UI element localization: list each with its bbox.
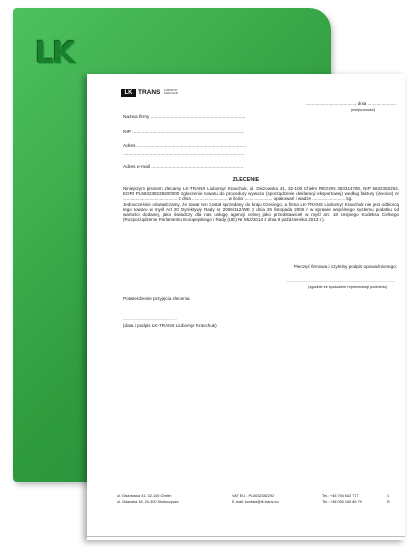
footer-vat: VAT EU - PL5632382292 <box>232 494 275 498</box>
footer-page-mark-2: R <box>387 500 390 504</box>
lk-logo-mark: LK <box>121 89 136 97</box>
order-paragraph-1: Niniejszym pismem zlecamy LK-TRANS Liubomyr Kravchuk, ul. Diszowska 41, 32-100 Chełm REGON 363314780, NIP 5632382292, EORI PL563238229200000 zgłoszenie towaru do procedury wywozu (sporządzenie deklaracji eksportowej) według faktury (invoice) nr ........................................... z dnia ............................ w ilości ...................... opakowań i wadze .......................... kg. <box>123 186 399 202</box>
confirmation-caption: (data i podpis LK-TRANS Liubomyr Kravchuk) <box>123 323 217 328</box>
stamp-signature-label: Pieczęć firmowa i czytelny podpis upoważnionego: <box>293 264 397 269</box>
address-field-line2: ........................................................................................... <box>123 152 245 157</box>
place-date-caption: (miejscowość) <box>350 108 375 112</box>
footer-divider <box>87 536 405 537</box>
order-title: ZLECENIE <box>232 177 260 183</box>
lk-logo-brand: TRANS <box>138 89 161 96</box>
footer-page-mark-1: 1 <box>387 494 390 498</box>
footer-address-1: ul. Diszowska 41, 32-100 Chełm <box>117 494 172 498</box>
order-document-page <box>87 74 405 540</box>
company-name-field: Nazwa firmy ....................................................................... <box>123 115 246 120</box>
email-field: Adres e-mail ..................................................................... <box>123 165 244 170</box>
footer-address-2: ul. Gdańska 18, 20-300 Skołoczysze <box>117 500 179 504</box>
signature-caption: (zgodnie ze sposobem reprezentacji podmiotu) <box>308 285 387 289</box>
signature-dots: ....................................................................................................... <box>286 279 395 283</box>
footer-phone-2: Tel.: +38 050 165 89 79 <box>322 500 362 504</box>
order-paragraph-2: Jednocześnie oświadczamy, że towar ten został sprzedany do kraju trzeciego, a firma LK-TRANS Liubomyr Kravchuk nie jest odbiorcą tego towaru w myśl Art 20 Dyrektywy Rady nr 2006/112/WE z dnia 28 listopada 2006 r w sprawie wspólnego systemu podatku od wartości dodanej, jako świadczy dla nas usługę agencji celnej jako przedstawiciel w myśl art. 18 Unijnego Kodeksu Celnego (Rozporządzenie Parlamentu Europejskiego i Rady (UE) Nr 952/2013 z dnia 9 października 2013 r.). <box>123 201 399 223</box>
place-date-line: ......................................., dnia ....................... <box>305 101 397 106</box>
logo-sub-line2: KRAVCHUK <box>164 92 179 96</box>
confirmation-dots: ................................................... <box>123 317 177 321</box>
nip-field: NIP .................................................................................... <box>123 130 245 135</box>
logo-sub-line1: LUBOMYR <box>164 89 177 92</box>
order-body <box>123 186 399 222</box>
footer-email: E-mail: kontakt@lk-trans.eu <box>232 500 279 504</box>
folder-logo: LK <box>35 36 74 71</box>
confirmation-label: Potwierdzenie przyjęcia zlecenia: <box>123 296 191 301</box>
footer-phone-1: Tel.: +48 794 642 777 <box>322 494 359 498</box>
lk-logo-subtitle <box>164 89 178 95</box>
address-field: Adres .................................................................................. <box>123 144 247 149</box>
